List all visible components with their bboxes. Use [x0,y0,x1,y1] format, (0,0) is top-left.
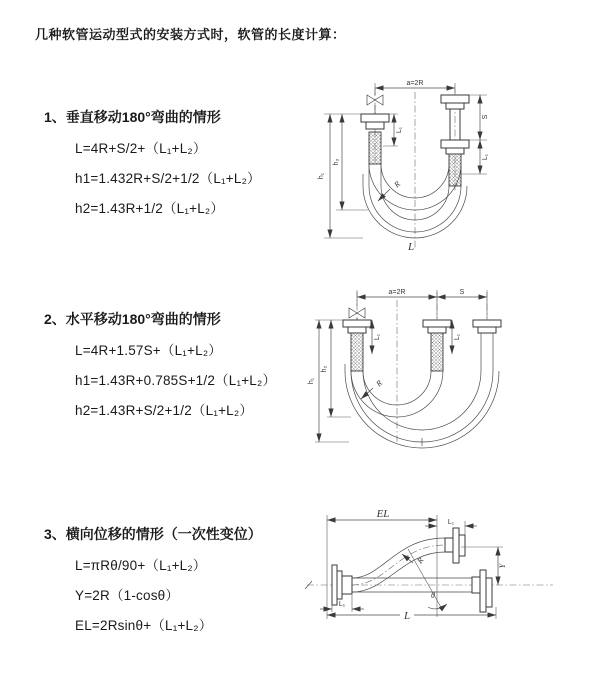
section-vertical-movement [44,107,261,224]
formula-h1: h1=1.432R+S/2+1/2（L₁+L₂） [75,171,261,186]
section-horizontal-movement [44,309,276,426]
dim-label-l1: L₁ [338,601,346,608]
dim-label-h1: h₁ [308,377,315,385]
braided-hose-section [369,132,381,164]
right-flange-displaced [445,528,465,563]
dim-label-l1: L₁ [447,519,455,526]
left-pipe [343,320,371,371]
dimension-h1 [318,114,363,238]
dim-label-h2: h₂ [321,365,328,373]
dimension-s [437,289,487,297]
dim-label-l1: L₁ [396,126,403,134]
hose-u-bend [345,364,499,448]
section-1-heading: 1、垂直移动180°弯曲的情形 [44,109,221,125]
formula-length: L=πRθ/90+（L₁+L₂） [75,558,207,573]
dimension-h2 [333,114,368,210]
dim-label-s: S [459,289,465,296]
section-lateral-displacement [44,524,262,641]
dim-label-h2: h₂ [333,158,340,166]
braided-hose-section [449,154,461,186]
dim-label-el: EL [376,508,390,520]
dimension-l1-left [372,320,381,354]
theta-label: θ [431,591,435,600]
radius-label: R [415,555,426,566]
braided-hose-section [351,333,363,371]
diagram-vertical-bend-svg [310,62,560,262]
displaced-pipe [473,320,501,371]
radius-label: R [392,179,402,190]
dimension-span [357,289,487,318]
formula-h2: h2=1.43R+S/2+1/2（L₁+L₂） [75,403,254,418]
left-flange [332,565,352,605]
dim-label-span: a=2R [406,80,424,87]
dim-label-l1: L₁ [482,153,489,161]
length-label: L [407,241,415,253]
dim-label-h1: h₁ [318,172,325,180]
dim-label-span: a=2R [388,289,406,296]
dim-label-y: Y [498,563,507,569]
left-pipe [361,114,389,164]
pipe-centerline [357,290,487,332]
radius-label: R [374,378,384,389]
formula-h2: h2=1.43R+1/2（L₁+L₂） [75,201,225,216]
dim-label-l: L [403,610,411,622]
angle-callout [408,549,447,609]
diagram-horizontal-bend-svg [303,276,563,461]
hose-displaced-position [352,538,445,592]
right-flange-straight [472,570,492,612]
dimension-span [375,80,455,93]
formula-el: EL=2Rsinθ+（L₁+L₂） [75,618,213,633]
page-title: 几种软管运动型式的安装方式时，软管的长度计算： [35,27,346,42]
formula-length: L=4R+1.57S+（L₁+L₂） [75,343,222,358]
dimension-h1 [308,320,349,442]
dim-label-l1: L₁ [374,333,381,341]
middle-pipe [423,320,451,371]
diagram-lateral-displacement [295,497,590,652]
dimension-l1-middle [452,320,461,354]
dim-label-l1: L₁ [454,333,461,341]
dim-label-s: S [482,114,489,120]
radius-callout [378,179,402,201]
diagram-lateral-displacement-svg [295,497,590,652]
section-2-heading: 2、水平移动180°弯曲的情形 [44,311,221,327]
dimension-s [461,95,489,174]
formula-h1: h1=1.43R+0.785S+1/2（L₁+L₂） [75,373,277,388]
right-pipe [441,95,469,186]
dimension-h2 [321,320,351,417]
diagram-horizontal-bend [303,276,563,461]
section-3-heading: 3、横向位移的情形（一次性变位） [44,526,262,542]
dimension-l1-right [480,140,489,174]
diagram-vertical-bend [310,62,560,262]
formula-y: Y=2R（1-cosθ） [75,588,180,603]
braided-hose-section [431,333,443,371]
formula-length: L=4R+S/2+（L₁+L₂） [75,141,207,156]
